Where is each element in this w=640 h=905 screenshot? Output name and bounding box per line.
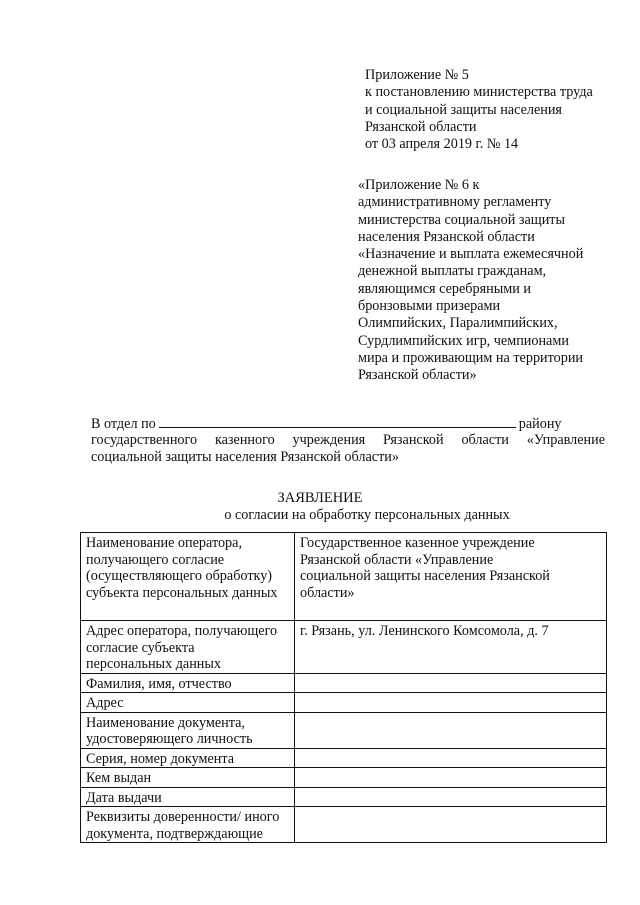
appendix-6-line: Сурдлимпийских игр, чемпионами [358,332,569,349]
table-row [81,748,607,768]
appendix-6-line: административному регламенту [358,194,552,211]
appendix-5-line: от 03 апреля 2019 г. № 14 [365,136,519,153]
value-line: Рязанской области «Управление [300,551,494,568]
row-value-empty[interactable] [295,748,607,768]
row-value-empty[interactable] [295,768,607,788]
appendix-6-line: «Назначение и выплата ежемесячной [358,246,584,263]
row-value-empty[interactable] [295,712,607,748]
appendix-5-header [365,67,593,153]
addressee-institution-line-end: социальной защиты населения Рязанской области» [91,449,399,465]
label-line: удостоверяющего личность [86,731,253,747]
appendix-6-line: денежной выплаты гражданам, [358,263,547,280]
appendix-5-line: к постановлению министерства труда [365,84,593,101]
appendix-6-line: являющимся серебряными и [358,280,531,297]
addressee-prefix: В отдел по [91,416,156,432]
table-row [81,693,607,713]
addressee-line [91,415,606,433]
label-line: Реквизиты доверенности/ иного [86,809,280,825]
label-line: документа, подтверждающие [86,825,263,842]
label-line: Адрес оператора, получающего [86,623,278,639]
table-row [81,712,607,748]
row-value-empty[interactable] [295,787,607,807]
row-value-empty[interactable] [295,693,607,713]
row-value [295,621,607,674]
appendix-6-line: министерства социальной защиты [358,211,566,228]
table-row [81,533,607,621]
row-label [81,748,295,768]
appendix-5-line: и социальной защиты населения [365,101,562,118]
label-line: персональных данных [86,656,222,672]
label-line: получающего согласие [86,551,225,568]
label-line: согласие субъекта [86,639,195,656]
value-line: социальной защиты населения Рязанской [300,568,550,584]
label-line: субъекта персональных данных [86,584,278,601]
label-line: Дата выдачи [86,789,162,806]
label-line: Кем выдан [86,770,152,786]
appendix-5-line: Рязанской области [365,118,477,135]
appendix-6-line: бронзовыми призерами [358,298,501,315]
table-row [81,768,607,788]
value-line: г. Рязань, ул. Ленинского Комсомола, д. 7 [300,623,549,639]
row-label [81,787,295,807]
value-line: области» [300,584,355,601]
row-label [81,673,295,693]
label-line: Фамилия, имя, отчество [86,675,232,692]
table-row [81,807,607,843]
value-line: Государственное казенное учреждение [300,535,535,551]
row-value-empty[interactable] [295,673,607,693]
row-value-empty[interactable] [295,807,607,843]
row-label [81,533,295,621]
appendix-6-header [358,177,583,385]
table-row [81,787,607,807]
label-line: Наименование оператора, [86,535,242,551]
addressee-institution-line: государственного казенного учреждения Рязанской области «Управление [91,432,605,448]
row-label [81,621,295,674]
label-line: Серия, номер документа [86,750,235,767]
row-label [81,807,295,843]
table-row [81,673,607,693]
document-title: ЗАЯВЛЕНИЕ [277,490,363,506]
appendix-6-line: мира и проживающим на территории [358,349,584,366]
appendix-6-line: населения Рязанской области [358,228,535,245]
row-label [81,712,295,748]
appendix-6-line: «Приложение № 6 к [358,177,480,193]
label-line: (осуществляющего обработку) [86,568,273,584]
consent-table [80,532,607,843]
appendix-6-line: Рязанской области» [358,367,477,384]
row-value [295,533,607,621]
row-label [81,693,295,713]
document-subtitle: о согласии на обработку персональных данных [224,507,510,523]
district-blank-field[interactable] [159,415,516,428]
label-line: Адрес [86,695,124,711]
appendix-5-line: Приложение № 5 [365,67,469,83]
row-label [81,768,295,788]
addressee-suffix: району [518,416,562,432]
appendix-6-line: Олимпийских, Паралимпийских, [358,315,558,332]
table-row [81,621,607,674]
label-line: Наименование документа, [86,714,245,731]
